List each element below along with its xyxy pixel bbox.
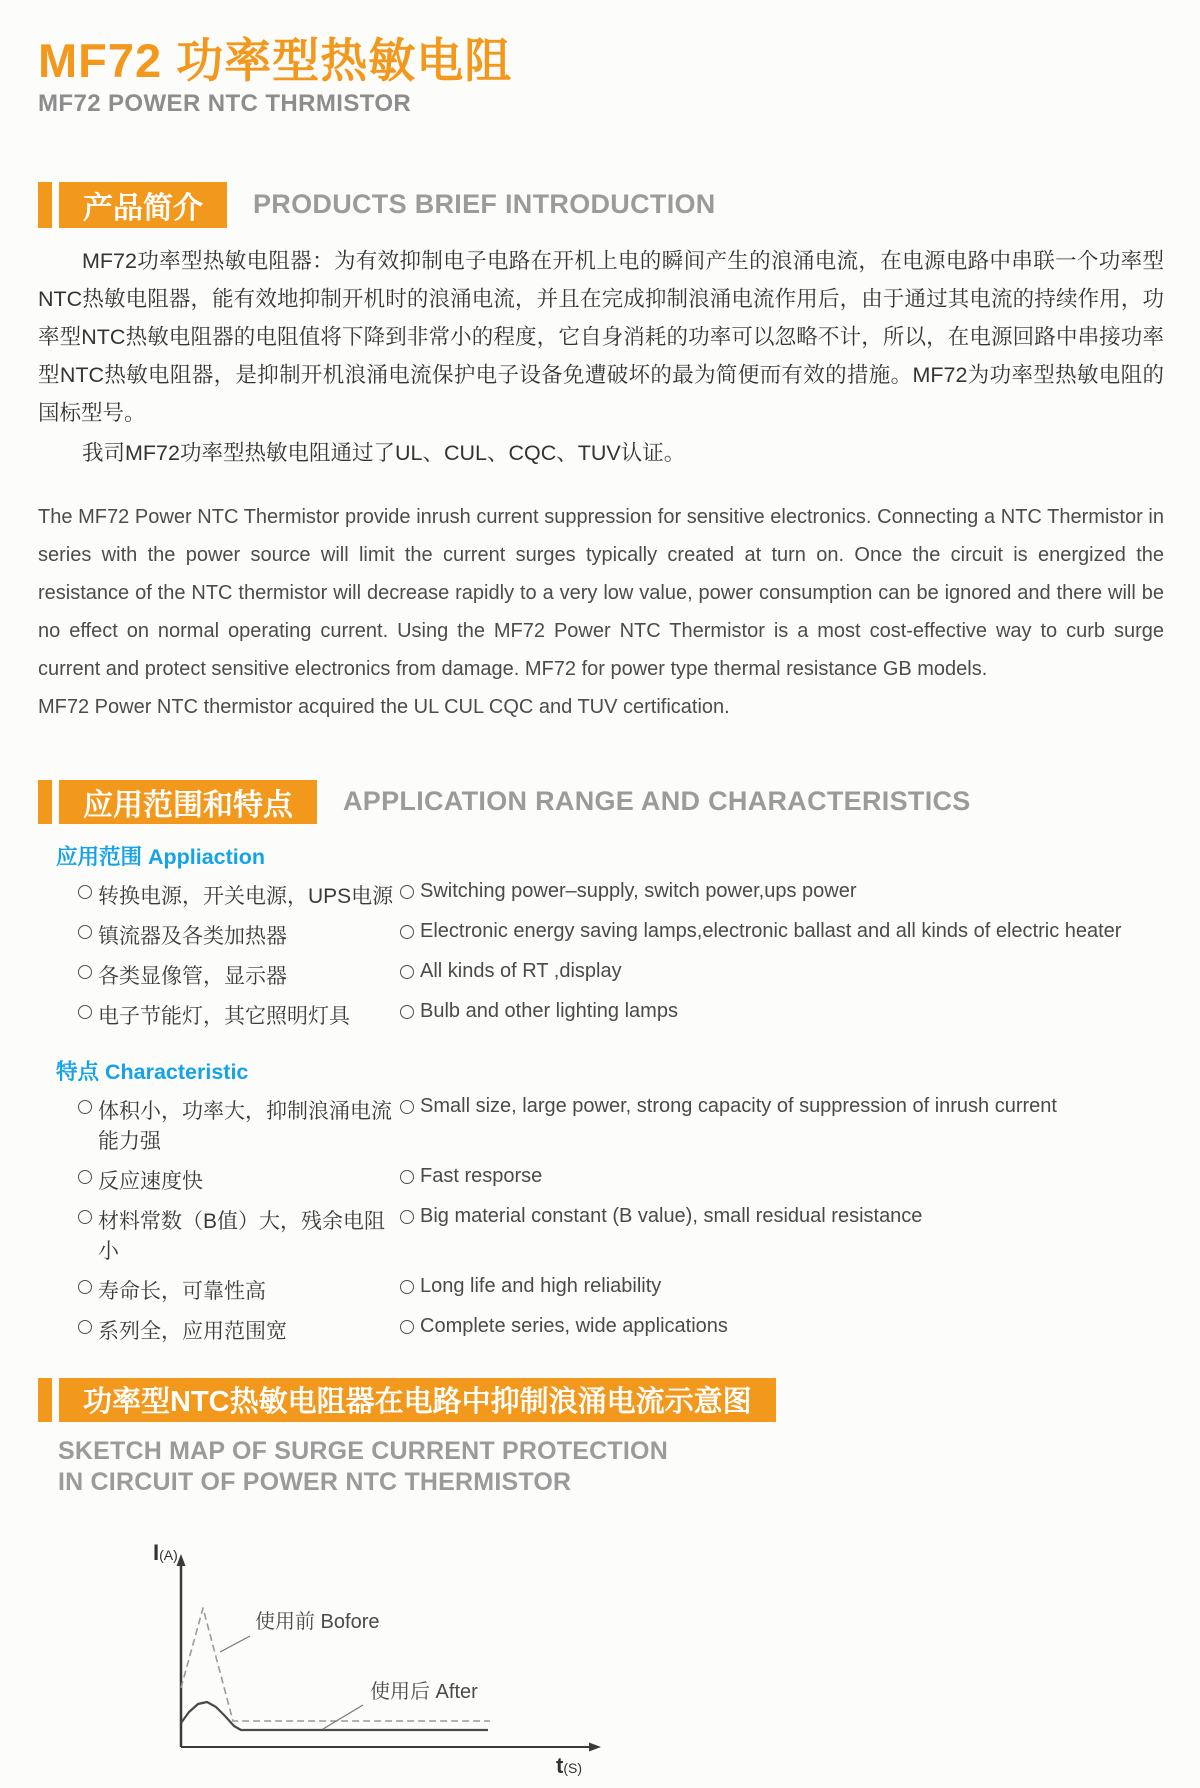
list-item-en: Long life and high reliability: [420, 1274, 662, 1297]
list-item-en: Complete series, wide applications: [420, 1314, 728, 1337]
list-item: [38, 875, 1164, 915]
circle-bullet-icon: [400, 1170, 414, 1184]
circle-bullet-icon: [400, 885, 414, 899]
list-item-en: Small size, large power, strong capacity of suppression of inrush current: [420, 1094, 1057, 1117]
list-item-zh: 转换电源，开关电源，UPS电源: [98, 884, 394, 908]
list-item-en: Bulb and other lighting lamps: [420, 999, 678, 1022]
y-axis-arrow-icon: [177, 1554, 186, 1566]
series-solid: [181, 1702, 488, 1730]
x-axis-label: t(S): [556, 1752, 582, 1778]
section-sketch-map: [38, 1378, 1164, 1788]
circle-bullet-icon: [78, 1210, 92, 1224]
list-item-en: Big material constant (B value), small residual resistance: [420, 1204, 923, 1227]
list-item: [38, 1200, 1164, 1270]
circle-bullet-icon: [78, 1005, 92, 1019]
chart-area: [133, 1528, 1164, 1788]
accent-bar-icon: [38, 182, 52, 228]
intro-cert-line-en: MF72 Power NTC thermistor acquired the UL CUL CQC and TUV certification.: [38, 695, 730, 718]
list-item-zh: 材料常数（B值）大，残余电阻小: [98, 1209, 386, 1263]
circle-bullet-icon: [400, 925, 414, 939]
intro-cert-line-zh: 我司MF72功率型热敏电阻通过了UL、CUL、CQC、TUV认证。: [82, 440, 686, 465]
list-item-zh: 系列全，应用范围宽: [98, 1319, 287, 1343]
surge-current-chart: [133, 1528, 693, 1783]
intro-paragraph-en: The MF72 Power NTC Thermistor provide inrush current suppression for sensitive electronics. Connecting a NTC Thermistor in series with the power source will limit the current surges typically created at turn on. Once the circuit is energized the resistance of the NTC thermistor will decrease rapidly to a very low value, power consumption can be ignored and there will be no effect on normal operating current. Using the MF72 Power NTC Thermistor is a most cost-effective way to curb surge current and protect sensitive electronics from damage. MF72 for power type thermal resistance GB models.: [38, 505, 1164, 680]
sketch-caption-line2: IN CIRCUIT OF POWER NTC THERMISTOR: [58, 1467, 572, 1496]
circle-bullet-icon: [78, 1280, 92, 1294]
intro-paragraph-zh: MF72功率型热敏电阻器：为有效抑制电子电路在开机上电的瞬间产生的浪涌电流，在电源电路中串联一个功率型NTC热敏电阻器，能有效地抑制开机时的浪涌电流，并且在完成抑制浪涌电流作用后，由于通过其电流的持续作用，功率型NTC热敏电阻器的电阻值将下降到非常小的程度，它自身消耗的功率可以忽略不计，所以，在电源回路中串接功率型NTC热敏电阻器，是抑制开机浪涌电流保护电子设备免遭破坏的最为简便而有效的措施。MF72为功率型热敏电阻的国标型号。: [38, 248, 1164, 425]
list-item-en: Electronic energy saving lamps,electronic ballast and all kinds of electric heater: [420, 919, 1122, 942]
sketch-caption: [58, 1436, 1164, 1498]
circle-bullet-icon: [78, 965, 92, 979]
list-item: [38, 955, 1164, 995]
circle-bullet-icon: [400, 965, 414, 979]
annotation-leader-line: [323, 1705, 363, 1729]
circle-bullet-icon: [78, 885, 92, 899]
list-item-zh: 镇流器及各类加热器: [98, 924, 287, 948]
section-badge-zh: 应用范围和特点: [59, 780, 317, 824]
section-badge-zh: 功率型NTC热敏电阻器在电路中抑制浪涌电流示意图: [59, 1378, 776, 1422]
list-item: [38, 1310, 1164, 1350]
section-products-brief: [38, 182, 1164, 726]
circle-bullet-icon: [400, 1100, 414, 1114]
list-item-en: All kinds of RT ,display: [420, 959, 622, 982]
list-item-zh: 反应速度快: [98, 1169, 203, 1193]
list-item-en: Switching power–supply, switch power,ups power: [420, 879, 857, 902]
section-header-sketch: [38, 1378, 1164, 1422]
circle-bullet-icon: [400, 1320, 414, 1334]
circle-bullet-icon: [78, 1320, 92, 1334]
section-header-intro: [38, 182, 1164, 228]
list-item: [38, 995, 1164, 1035]
circle-bullet-icon: [78, 925, 92, 939]
x-axis-arrow-icon: [589, 1742, 601, 1751]
section-header-application: [38, 780, 1164, 824]
application-list: [38, 875, 1164, 1035]
list-item: [38, 915, 1164, 955]
circle-bullet-icon: [78, 1100, 92, 1114]
section-title-en: PRODUCTS BRIEF INTRODUCTION: [253, 189, 716, 220]
sketch-caption-line1: SKETCH MAP OF SURGE CURRENT PROTECTION: [58, 1436, 668, 1465]
circle-bullet-icon: [400, 1210, 414, 1224]
list-item: [38, 1270, 1164, 1310]
annotation-leader-line: [220, 1636, 250, 1652]
circle-bullet-icon: [400, 1280, 414, 1294]
section-title-en: APPLICATION RANGE AND CHARACTERISTICS: [343, 786, 971, 817]
list-item-en: Fast resporse: [420, 1164, 543, 1187]
circle-bullet-icon: [78, 1170, 92, 1184]
accent-bar-icon: [38, 780, 52, 824]
list-item: [38, 1160, 1164, 1200]
y-axis-label: I(A): [153, 1539, 178, 1565]
section-badge-zh: 产品简介: [59, 182, 227, 228]
list-item-zh: 寿命长，可靠性高: [98, 1279, 266, 1303]
annotation-label: 使用前 Bofore: [255, 1610, 380, 1633]
annotation-label: 使用后 After: [370, 1680, 478, 1703]
list-item: [38, 1090, 1164, 1160]
page-subtitle: MF72 POWER NTC THRMISTOR: [38, 89, 412, 117]
list-item-zh: 电子节能灯，其它照明灯具: [98, 1004, 350, 1028]
characteristic-subheading: 特点 Characteristic: [56, 1059, 249, 1084]
list-item-zh: 体积小，功率大，抑制浪涌电流能力强: [98, 1099, 392, 1153]
section-application-characteristics: [38, 780, 1164, 1350]
accent-bar-icon: [38, 1378, 52, 1422]
circle-bullet-icon: [400, 1005, 414, 1019]
list-item-zh: 各类显像管，显示器: [98, 964, 287, 988]
application-subheading: 应用范围 Appliaction: [56, 844, 266, 869]
page-title: MF72 功率型热敏电阻: [38, 34, 513, 87]
characteristic-list: [38, 1090, 1164, 1350]
